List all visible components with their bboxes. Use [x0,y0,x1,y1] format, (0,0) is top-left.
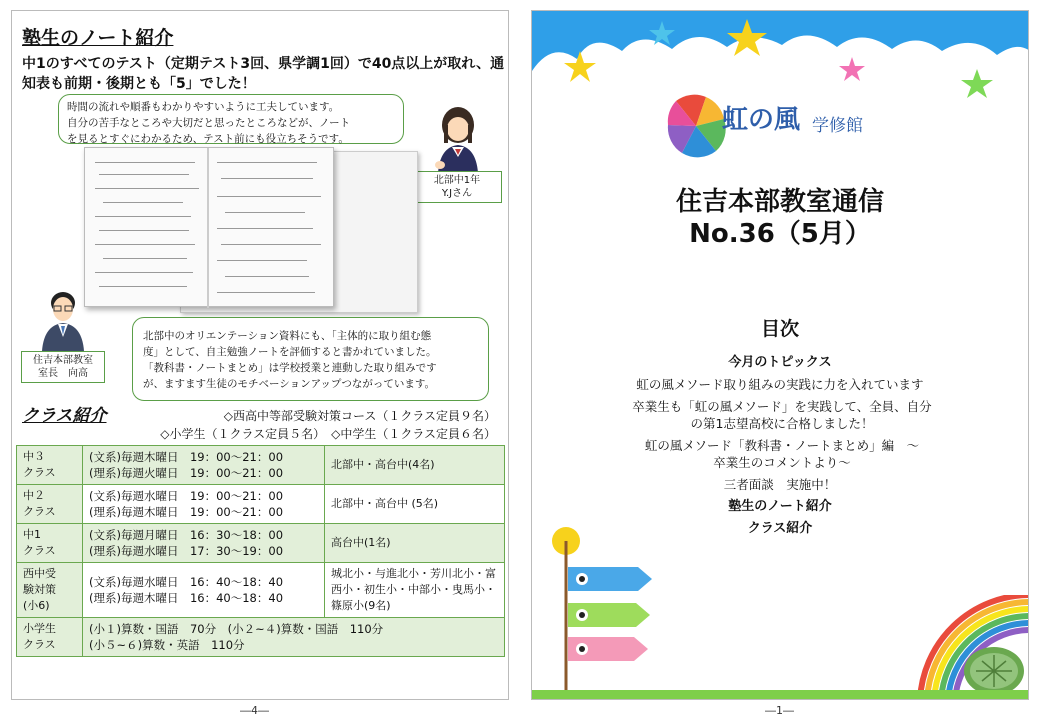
student-comment-line: 自分の苦手なところや大切だと思ったところなどが、ノート [67,117,351,129]
student-illustration [430,103,486,173]
note-section-heading: 塾生のノート紹介 [22,27,174,49]
teacher-illustration [38,287,88,351]
table-row [17,563,505,618]
logo-text: 虹の風 [722,105,801,135]
logo-subtext: 学修館 [812,116,863,136]
student-name: Y.Jさん [441,188,473,199]
toc-item: 虹の風メソード取り組みの実践に力を入れています [636,377,924,392]
table-row [17,485,505,524]
toc-item: 塾生のノート紹介 [728,499,832,514]
class-schedule-cell: (文系)毎週月曜日 16：30～18：00 (理系)毎週水曜日 17：30～19：00 [83,524,325,563]
toc-item: 虹の風メソード「教科書・ノートまとめ」編 ～卒業生のコメントより～ [644,438,920,470]
table-row [17,618,505,657]
table-row [17,524,505,563]
teacher-classroom: 住吉本部教室 [33,355,93,366]
class-name-cell: 中1 クラス [17,524,83,563]
table-of-contents [532,354,1028,542]
class-schedule-cell: (文系)毎週水曜日 16：40～18：40 (理系)毎週木曜日 16：40～18：40 [83,563,325,618]
class-name-cell: 中３ クラス [17,446,83,485]
notebook-front-page [84,147,334,307]
toc-item: 今月のトピックス [728,355,832,370]
teacher-comment-bubble [132,317,489,401]
carp-streamer-illustration [546,523,656,695]
class-schedule-table [16,445,505,657]
toc-item: 三者面談 実施中！ [723,477,837,492]
class-name-cell: 西中受 験対策 (小6) [17,563,83,618]
class-name-cell: 中２ クラス [17,485,83,524]
toc-item: 卒業生も「虹の風メソード」を実践して、全員、自分の第1志望高校に合格しました！ [632,399,932,431]
class-name-cell: 小学生 クラス [17,618,83,657]
newsletter-issue: No.36（5月） [689,219,871,249]
student-comment-line: 時間の流れや順番もわかりやすいように工夫しています。 [67,101,340,113]
class-school-cell: 城北小・与進北小・芳川北小・富西小・初生小・中部小・曳馬小・篠原小(9名) [325,563,505,618]
school-logo [666,85,896,167]
student-comment-bubble [58,94,404,144]
toc-title: 目次 [760,318,799,340]
table-row [17,446,505,485]
teacher-comment-line: が、ますます生徒のモチベーションアップつながっています。 [143,378,436,390]
toc-item: クラス紹介 [747,521,813,536]
teacher-comment-line: 度」として、自主勉強ノートを評価すると書かれていました。 [143,346,437,358]
notebook-photo [84,147,424,315]
student-comment-line: を見るとすぐにわかるため、テスト前にも役立ちそうです。 [67,133,349,145]
teacher-comment-line: 北部中のオリエンテーション資料にも、「主体的に取り組む態 [143,330,432,342]
student-grade: 北部中1年 [433,175,481,186]
class-schedule-cell: (文系)毎週木曜日 19：00～21：00 (理系)毎週火曜日 19：00～21：00 [83,446,325,485]
teacher-name: 室長 向高 [38,368,88,379]
page-number-right: ―1― [765,704,794,717]
teacher-comment-line: 「教科書・ノートまとめ」は学校授業と連動した取り組みです [143,362,437,374]
class-schedule-cell: (文系)毎週水曜日 19：00～21：00 (理系)毎週木曜日 19：00～21：00 [83,485,325,524]
class-school-cell: 高台中(1名) [325,524,505,563]
note-lead-text: 中1のすべてのテスト（定期テスト3回、県学調1回）で40点以上が取れ、通知表も前期・後期とも「5」でした！ [22,56,505,92]
class-school-cell: 北部中・高台中(4名) [325,446,505,485]
grass-strip [532,690,1029,699]
class-section-heading: クラス紹介 [22,406,107,426]
page-1-cover [531,10,1029,700]
course-capacity-line: ◇西高中等部受験対策コース（１クラス定員９名） [223,409,496,423]
page-number-left: ―4― [240,704,269,717]
rainbow-pinwheel-icon [666,91,726,161]
class-school-cell: 北部中・高台中 (5名) [325,485,505,524]
course-capacity-line: ◇小学生（１クラス定員５名） ◇中学生（１クラス定員６名） [160,427,496,441]
class-schedule-cell: (小１)算数・国語 70分 (小２~４)算数・国語 110分 (小５~６)算数・英語 110分 [83,618,505,657]
teacher-name-box [21,351,105,383]
newsletter-title: 住吉本部教室通信 [675,187,884,217]
rainbow-illustration [916,595,1029,700]
student-name-box [412,171,502,203]
page-4 [11,10,509,700]
